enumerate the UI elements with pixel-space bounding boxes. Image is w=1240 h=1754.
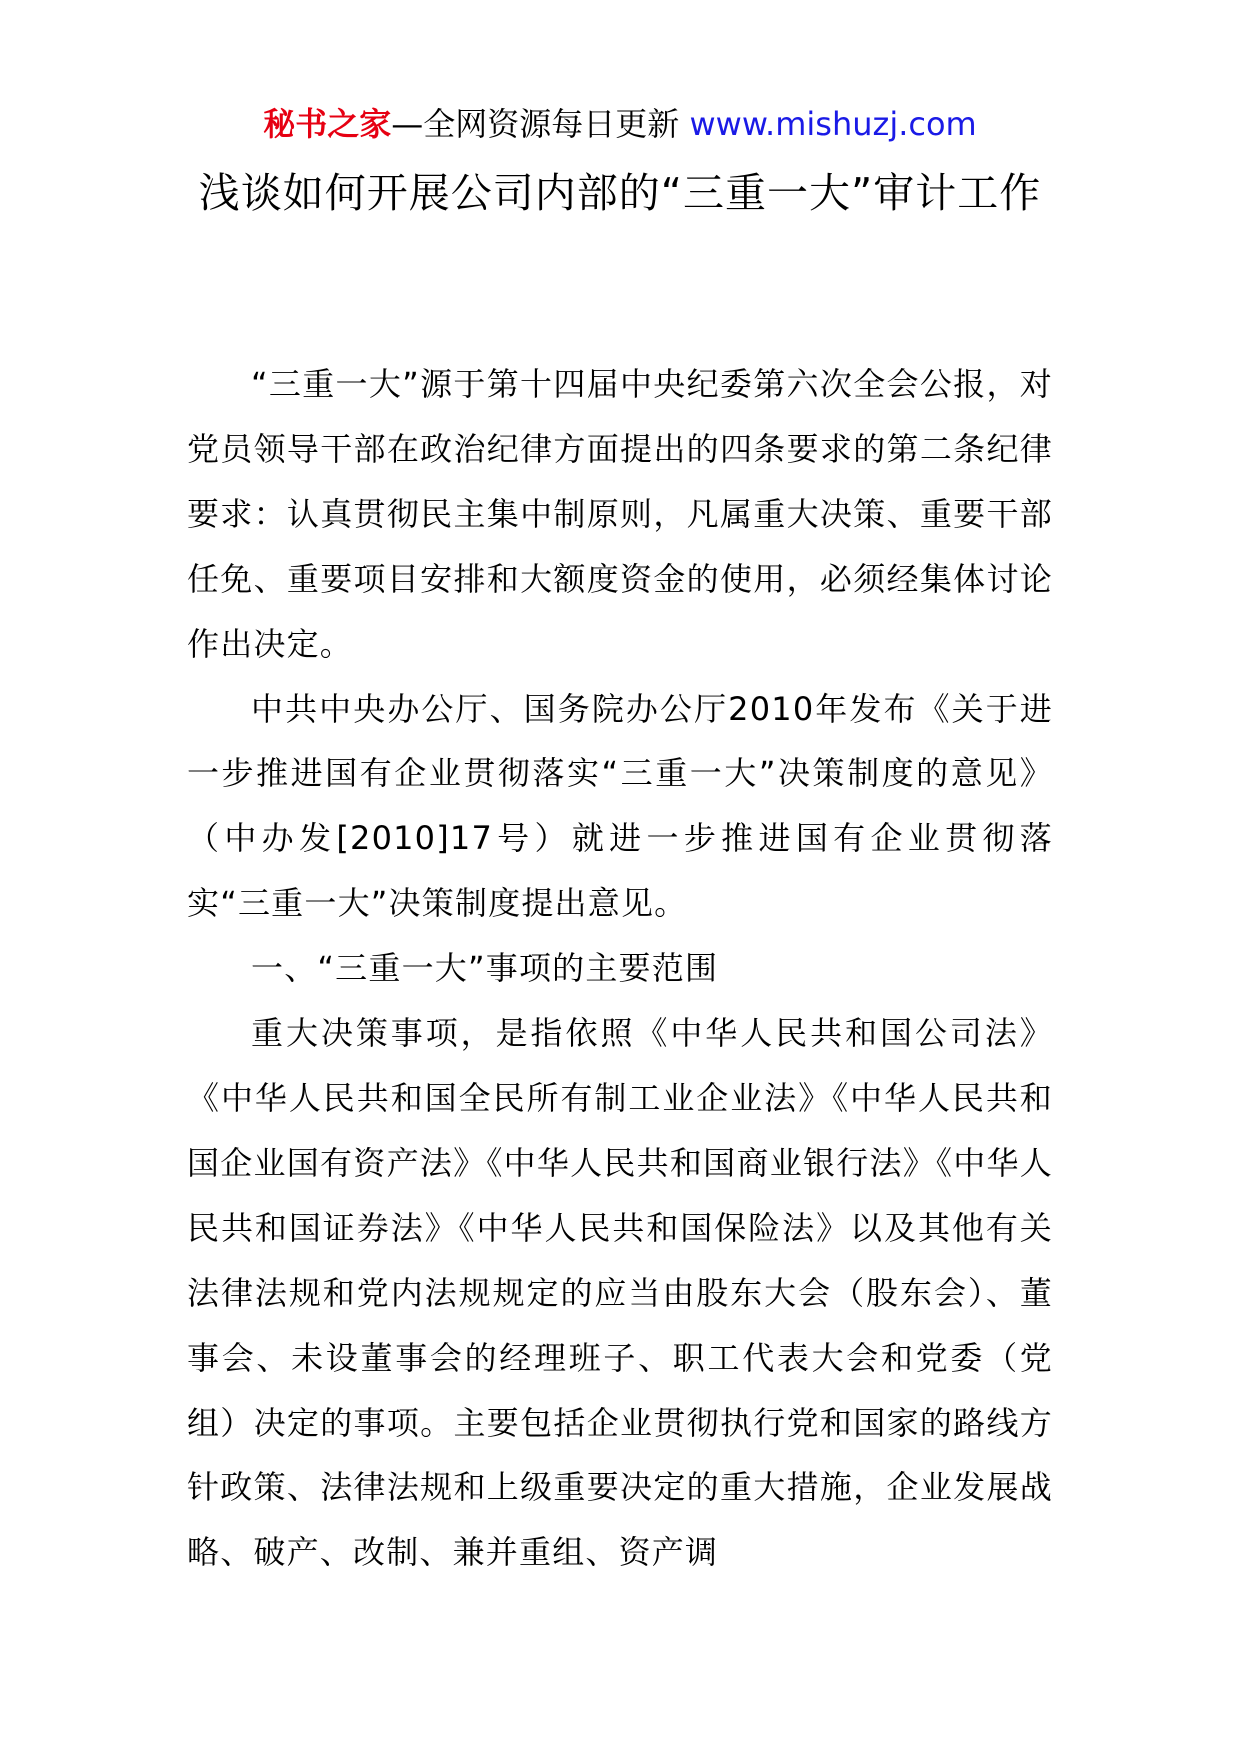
section-heading: 一、“三重一大”事项的主要范围 (251, 949, 719, 988)
paragraph: “三重一大”源于第十四届中央纪委第六次全会公报，对党员领导干部在政治纪律方面提出的四条要求的第二条纪律要求：认真贯彻民主集中制原则，凡属重大决策、重要干部任免、重要项目安排和大额度资金的使用，必须经集体讨论作出决定。 (187, 365, 1053, 663)
document-title: 浅谈如何开展公司内部的“三重一大”审计工作 (198, 169, 1042, 217)
brand-name: 秘书之家 (263, 105, 392, 143)
header-tagline: —全网资源每日更新 (391, 105, 690, 143)
site-link[interactable]: www.mishuzj.com (689, 105, 977, 143)
document-body (187, 352, 1053, 1585)
paragraph: 重大决策事项，是指依照《中华人民共和国公司法》《中华人民共和国全民所有制工业企业法》《中华人民共和国企业国有资产法》《中华人民共和国商业银行法》《中华人民共和国证券法》《中华人民共和国保险法》以及其他有关法律法规和党内法规规定的应当由股东大会（股东会）、董事会、未设董事会的经理班子、职工代表大会和党委（党组）决定的事项。主要包括企业贯彻执行党和国家的路线方针政策、法律法规和上级重要决定的重大措施，企业发展战略、破产、改制、兼并重组、资产调 (187, 1014, 1053, 1572)
watermark-header (0, 104, 1240, 144)
paragraph: 中共中央办公厅、国务院办公厅2010年发布《关于进一步推进国有企业贯彻落实“三重一大”决策制度的意见》（中办发[2010]17号）就进一步推进国有企业贯彻落实“三重一大”决策制度提出意见。 (187, 689, 1053, 923)
